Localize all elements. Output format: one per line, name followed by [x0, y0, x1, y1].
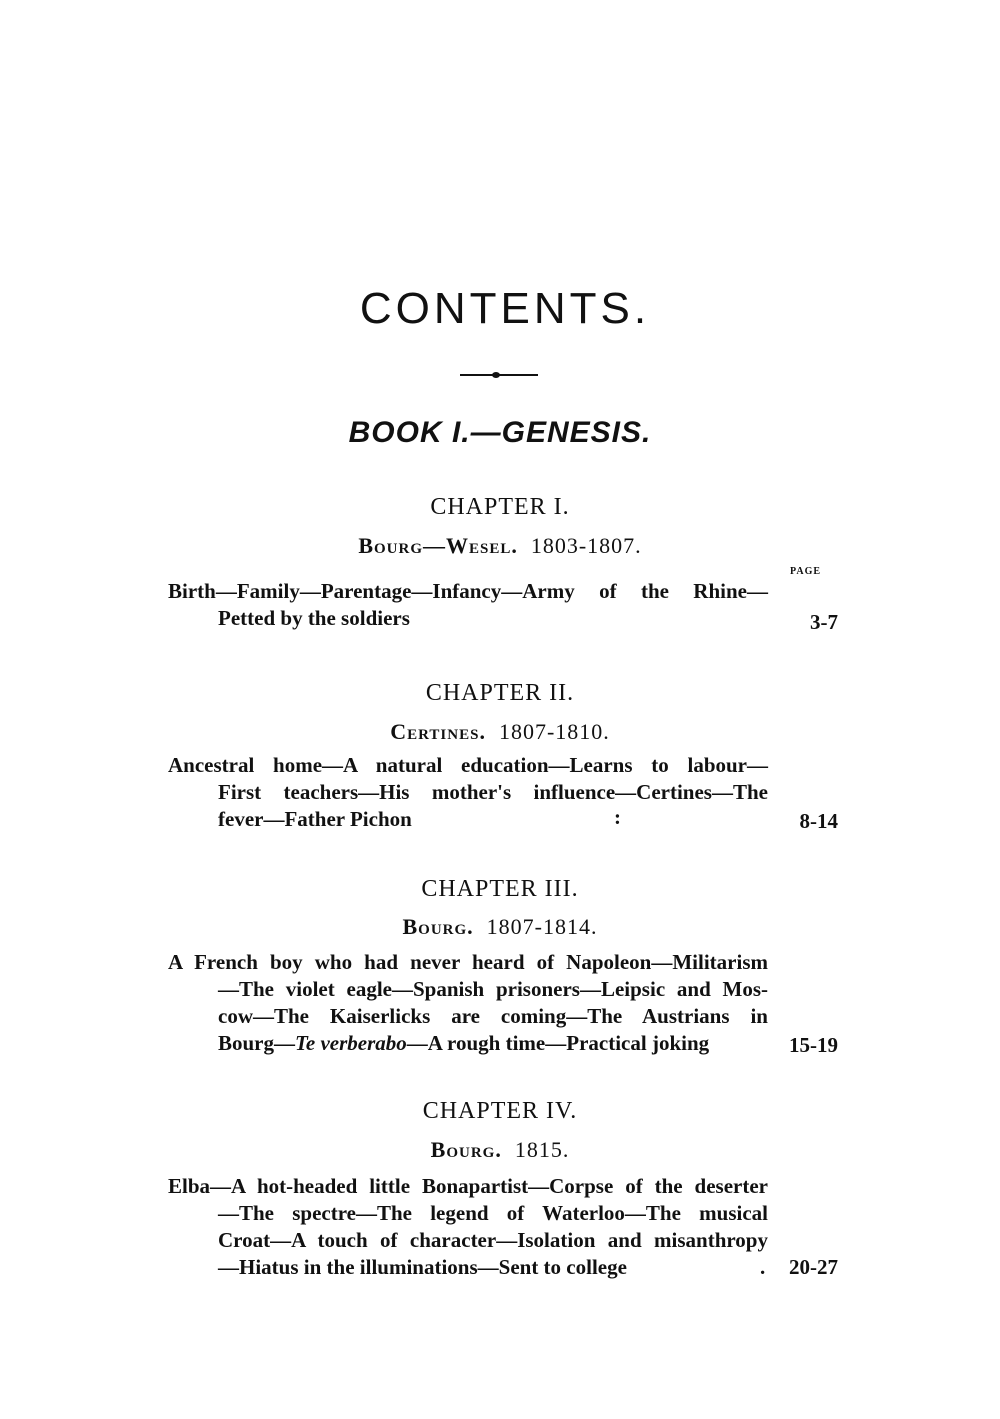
page-column-label: PAGE — [790, 566, 822, 577]
book-heading: BOOK I.—GENESIS. — [348, 416, 652, 449]
summary-line: Ancestral home—A natural education—Learns to labour— — [168, 753, 768, 777]
chapter-1-place-name: Bourg—Wesel. — [358, 533, 518, 558]
leader-mark: . — [760, 1255, 766, 1279]
chapter-1-place — [0, 533, 1000, 559]
ornament-dot — [492, 372, 500, 378]
chapter-3-years: 1807-1814. — [486, 914, 598, 939]
chapter-4-pages: 20-27 — [789, 1255, 838, 1279]
chapter-2-pages: 8-14 — [799, 809, 838, 833]
chapter-3-summary — [168, 949, 768, 1057]
chapter-4-years: 1815. — [514, 1137, 570, 1162]
chapter-2-heading: CHAPTER II. — [425, 680, 575, 706]
chapter-3-pages: 15-19 — [789, 1033, 838, 1057]
chapter-1-summary — [168, 578, 768, 632]
chapter-2-place — [0, 719, 1000, 745]
summary-line: —Hiatus in the illuminations—Sent to college — [218, 1255, 627, 1279]
summary-line: First teachers—His mother's influence—Certines—The — [218, 780, 768, 804]
summary-text: Bourg— — [218, 1031, 296, 1055]
chapter-1-heading: CHAPTER I. — [430, 494, 570, 520]
chapter-2-summary — [168, 752, 768, 833]
summary-text: —A rough time—Practical joking — [406, 1031, 710, 1055]
chapter-3-place — [0, 914, 1000, 940]
summary-line: Petted by the soldiers — [218, 606, 410, 630]
chapter-4-place-name: Bourg. — [430, 1137, 502, 1162]
summary-line — [168, 1030, 768, 1057]
chapter-2-years: 1807-1810. — [498, 719, 610, 744]
chapter-3-heading: CHAPTER III. — [421, 876, 579, 902]
leader-mark: : — [614, 805, 621, 829]
summary-line: —The spectre—The legend of Waterloo—The musical — [218, 1201, 768, 1225]
chapter-1-years: 1803-1807. — [530, 533, 642, 558]
summary-line: Elba—A hot-headed little Bonapartist—Corpse of the deserter — [168, 1174, 768, 1198]
summary-line: —The violet eagle—Spanish prisoners—Leipsic and Mos- — [218, 977, 768, 1001]
chapter-1-pages: 3-7 — [810, 610, 838, 634]
chapter-3-place-name: Bourg. — [402, 914, 474, 939]
chapter-4-summary — [168, 1173, 768, 1281]
chapter-4-heading: CHAPTER IV. — [422, 1098, 578, 1124]
summary-line: A French boy who had never heard of Napoleon—Militarism — [168, 950, 768, 974]
summary-line: fever—Father Pichon — [218, 807, 412, 831]
page-title: CONTENTS. — [359, 284, 651, 333]
chapter-2-place-name: Certines. — [390, 719, 486, 744]
latin-phrase: Te verberabo — [295, 1031, 407, 1055]
summary-line: cow—The Kaiserlicks are coming—The Austrians in — [218, 1004, 768, 1028]
chapter-4-place — [0, 1137, 1000, 1163]
summary-line: Birth—Family—Parentage—Infancy—Army of the Rhine— — [168, 579, 768, 603]
summary-line: Croat—A touch of character—Isolation and misanthropy — [218, 1228, 768, 1252]
